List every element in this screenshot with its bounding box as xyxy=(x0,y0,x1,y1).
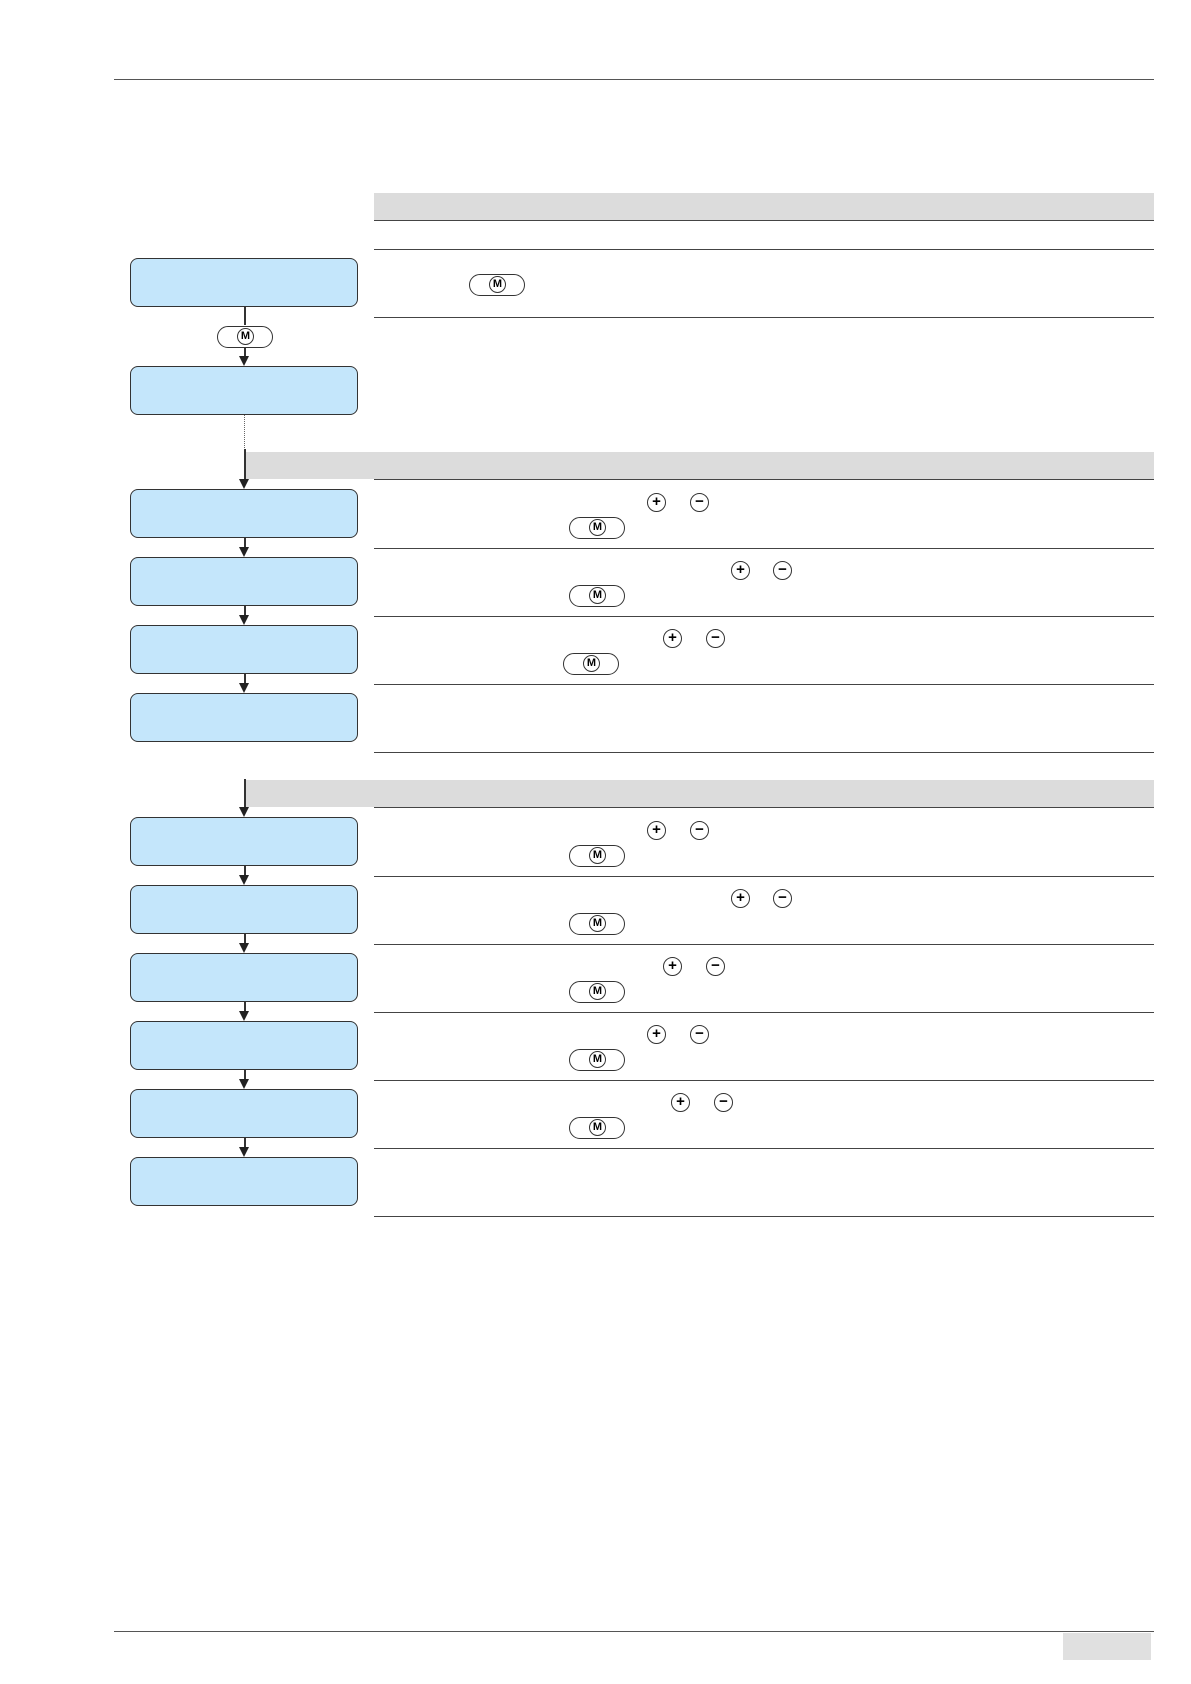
flow-arrow xyxy=(239,1011,249,1021)
flow-line xyxy=(244,307,246,325)
flow-arrow xyxy=(239,683,249,693)
minus-icon: − xyxy=(773,561,792,580)
row-divider xyxy=(374,684,1154,685)
display-box xyxy=(130,1157,358,1206)
m-key-icon: M xyxy=(569,1117,625,1139)
row-divider xyxy=(374,548,1154,549)
row-divider xyxy=(374,1148,1154,1149)
display-box xyxy=(130,366,358,415)
minus-icon: − xyxy=(690,1025,709,1044)
row-divider xyxy=(374,479,1154,480)
plus-icon: + xyxy=(731,889,750,908)
display-box xyxy=(130,953,358,1002)
m-key-icon: M xyxy=(217,326,273,348)
m-key-icon: M xyxy=(569,585,625,607)
page-number-tab xyxy=(1063,1633,1151,1660)
footer-rule xyxy=(114,1631,1154,1632)
m-key-icon: M xyxy=(569,1049,625,1071)
m-key-icon: M xyxy=(569,517,625,539)
row-divider xyxy=(374,1080,1154,1081)
display-box xyxy=(130,258,358,307)
minus-icon: − xyxy=(706,629,725,648)
display-box xyxy=(130,885,358,934)
display-box xyxy=(130,1021,358,1070)
row-divider xyxy=(374,807,1154,808)
flow-arrow xyxy=(239,1147,249,1157)
display-box xyxy=(130,489,358,538)
flow-arrow xyxy=(239,479,249,489)
flow-arrow xyxy=(239,1079,249,1089)
row-divider xyxy=(374,752,1154,753)
m-key-icon: M xyxy=(469,274,525,296)
header-rule xyxy=(114,79,1154,80)
display-box xyxy=(130,817,358,866)
section-bar-1 xyxy=(374,193,1154,220)
minus-icon: − xyxy=(690,493,709,512)
minus-icon: − xyxy=(773,889,792,908)
display-box xyxy=(130,625,358,674)
flow-arrow xyxy=(239,807,249,817)
display-box xyxy=(130,693,358,742)
plus-icon: + xyxy=(647,493,666,512)
flow-arrow xyxy=(239,943,249,953)
flow-arrow xyxy=(239,875,249,885)
row-divider xyxy=(374,944,1154,945)
m-key-icon: M xyxy=(569,981,625,1003)
plus-icon: + xyxy=(647,821,666,840)
m-key-icon: M xyxy=(563,653,619,675)
section-bar-2 xyxy=(246,452,1154,479)
flow-line-dotted xyxy=(244,415,245,448)
plus-icon: + xyxy=(671,1093,690,1112)
plus-icon: + xyxy=(731,561,750,580)
row-divider xyxy=(374,220,1154,221)
section-bar-3 xyxy=(246,780,1154,807)
plus-icon: + xyxy=(663,629,682,648)
minus-icon: − xyxy=(706,957,725,976)
flow-arrow xyxy=(239,547,249,557)
minus-icon: − xyxy=(714,1093,733,1112)
m-key-icon: M xyxy=(569,845,625,867)
minus-icon: − xyxy=(690,821,709,840)
row-divider xyxy=(374,1216,1154,1217)
flow-arrow xyxy=(239,356,249,366)
flow-arrow xyxy=(239,615,249,625)
plus-icon: + xyxy=(647,1025,666,1044)
row-divider xyxy=(374,317,1154,318)
display-box xyxy=(130,1089,358,1138)
row-divider xyxy=(374,249,1154,250)
row-divider xyxy=(374,876,1154,877)
m-key-icon: M xyxy=(569,913,625,935)
plus-icon: + xyxy=(663,957,682,976)
display-box xyxy=(130,557,358,606)
row-divider xyxy=(374,616,1154,617)
row-divider xyxy=(374,1012,1154,1013)
